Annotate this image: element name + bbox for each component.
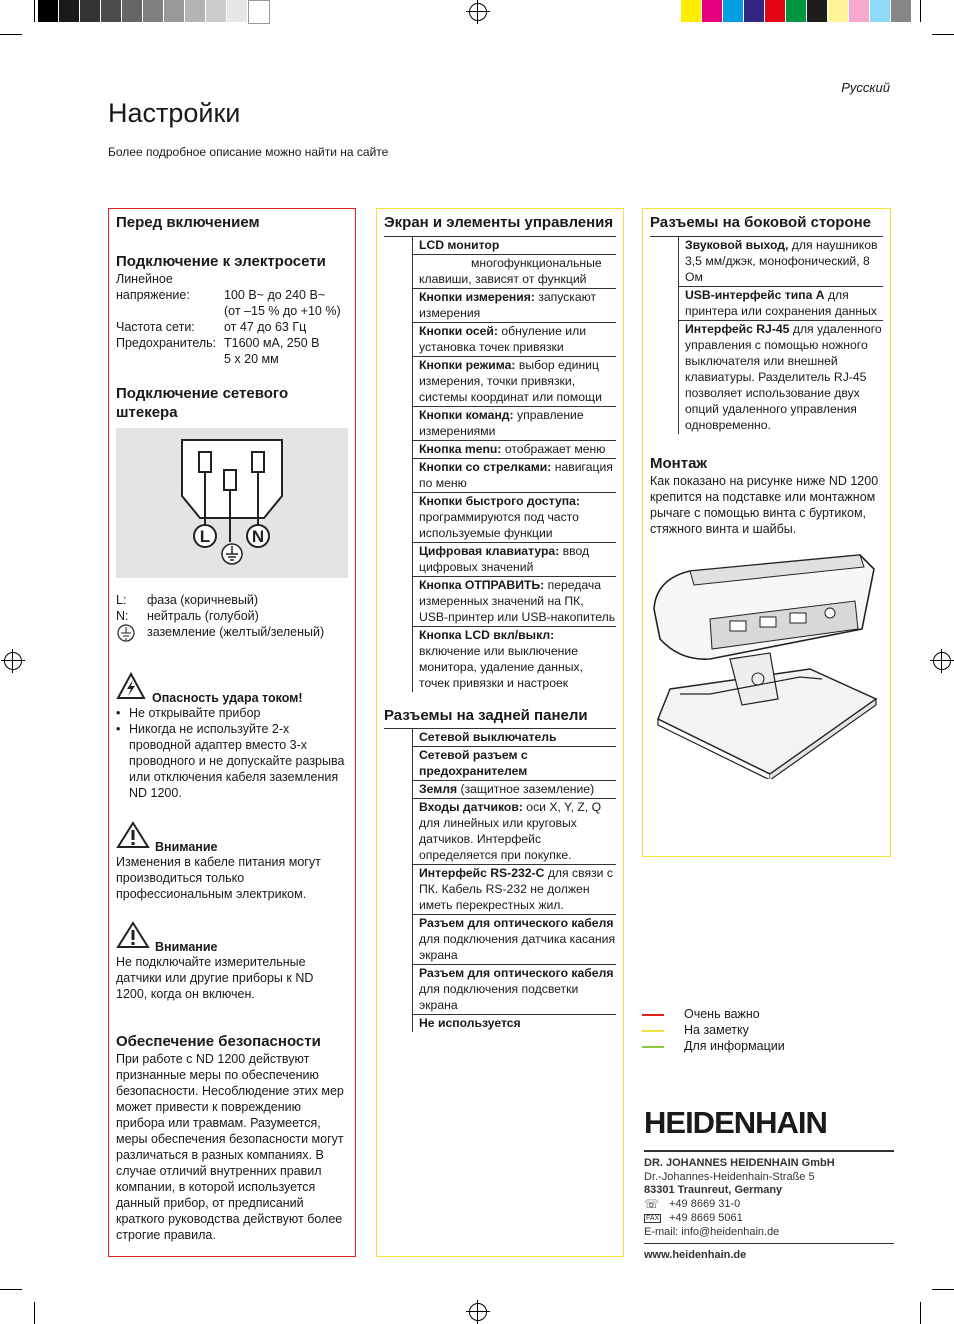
- item-number-cell: [384, 237, 413, 255]
- page-subtitle: Более подробное описание можно найти на сайте: [108, 145, 389, 159]
- lightning-warning-icon: [116, 672, 146, 705]
- gray-swatch: [143, 0, 164, 22]
- item-description: [413, 865, 617, 915]
- exclamation-warning-icon: [116, 821, 150, 854]
- table-row: [384, 627, 616, 693]
- legend-item: [642, 1038, 785, 1054]
- power-spec-row: [116, 303, 348, 319]
- item-text: выбор единиц измерения, точки привязки, системы координат или помощи: [419, 358, 602, 404]
- item-description: [413, 441, 617, 459]
- legend-val-L: фаза (коричневый): [147, 593, 259, 607]
- crop-mark: [920, 0, 921, 22]
- gray-swatch: [248, 0, 270, 24]
- note-box: [376, 208, 624, 1257]
- section-title-rear: Разъемы на задней панели: [384, 707, 588, 724]
- item-label: Кнопки измерения:: [419, 290, 535, 304]
- power-spec-key: Предохранитель:: [116, 336, 217, 350]
- power-spec-row: [116, 287, 348, 303]
- legend-label: На заметку: [684, 1023, 749, 1037]
- shock-list: [116, 705, 348, 801]
- table-row: [384, 441, 616, 459]
- pin-left: [199, 452, 211, 472]
- color-swatch: [828, 0, 849, 22]
- pin-right: [252, 452, 264, 472]
- mount-text: Как показано на рисунке ниже ND 1200 крепится на подставке или монтажном рычаге с помощью винта с буртиком, стяжного винта и шайбы.: [650, 474, 879, 536]
- attention-1-text: Изменения в кабеле питания могут производиться только профессиональным электриком.: [116, 855, 321, 901]
- item-label: LCD монитор: [419, 238, 500, 252]
- bullet-icon: •: [116, 722, 121, 736]
- item-number-cell: [384, 729, 413, 747]
- table-row: [650, 321, 883, 435]
- legend-item: [642, 1006, 785, 1022]
- item-description: [413, 627, 617, 693]
- shock-list-text: Не открывайте прибор: [129, 706, 261, 720]
- page-title: Настройки: [108, 98, 241, 128]
- table-row: [384, 577, 616, 627]
- color-swatch: [891, 0, 912, 22]
- rear-table: [384, 728, 616, 1032]
- mount-illustration: [650, 549, 883, 784]
- item-text: управление измерениями: [419, 408, 584, 438]
- item-text: ввод цифровых значений: [419, 544, 590, 574]
- item-label: Кнопки команд:: [419, 408, 514, 422]
- color-legend: [642, 1006, 785, 1054]
- color-swatch: [807, 0, 828, 22]
- section-title-mount: Монтаж: [650, 455, 708, 472]
- gray-swatch: [101, 0, 122, 22]
- item-label: Земля: [419, 782, 458, 796]
- color-swatch: [765, 0, 786, 22]
- section-title-safety: Обеспечение безопасности: [116, 1033, 321, 1050]
- safety-text: При работе с ND 1200 действуют признанные меры по обеспечению безопасности. Несоблюдение этих мер может привести к повреждению прибора или травмам. Разумеется, меры обеспечения безопасности могут различаться в разных компаниях. В случае отличий внутренних правил компании, в которой используется данный прибор, от предписаний краткого руководства действуют более строгие правила.: [116, 1052, 344, 1242]
- company-city: 83301 Traunreut, Germany: [644, 1184, 783, 1196]
- section-title-side: Разъемы на боковой стороне: [650, 214, 871, 231]
- registration-mark-icon: [933, 652, 951, 670]
- plug-diagram: [116, 428, 348, 578]
- item-description: [413, 493, 617, 543]
- gray-swatch: [122, 0, 143, 22]
- company-street: Dr.-Johannes-Heidenhain-Straße 5: [644, 1170, 815, 1183]
- power-spec-value: T1600 мА, 250 В: [224, 336, 320, 350]
- item-number-cell: [650, 287, 679, 321]
- company-phone[interactable]: +49 8669 31-0: [669, 1197, 741, 1210]
- item-label: Интерфейс RS-232-C: [419, 866, 545, 880]
- item-number-cell: [384, 357, 413, 407]
- registration-mark-icon: [469, 3, 487, 21]
- table-row: [384, 915, 616, 965]
- item-number-cell: [384, 577, 413, 627]
- color-swatch: [702, 0, 723, 22]
- item-number-cell: [384, 915, 413, 965]
- item-label: Кнопка menu:: [419, 442, 502, 456]
- item-number-cell: [384, 441, 413, 459]
- item-number-cell: [384, 323, 413, 357]
- item-description: [413, 323, 617, 357]
- power-spec-row: [116, 271, 348, 287]
- item-number-cell: [384, 627, 413, 693]
- legend-item: [642, 1022, 785, 1038]
- crop-mark: [0, 1289, 22, 1290]
- power-spec-row: [116, 319, 348, 335]
- item-number-cell: [384, 289, 413, 323]
- item-description: [413, 357, 617, 407]
- item-number-cell: [650, 321, 679, 435]
- power-spec-key: [116, 351, 224, 367]
- screen-table: [384, 236, 616, 692]
- item-number-cell: [384, 781, 413, 799]
- item-description: [413, 459, 617, 493]
- table-row: [650, 237, 883, 287]
- plug-label-N: N: [251, 527, 265, 546]
- exclamation-warning-icon: [116, 921, 150, 954]
- legend-val-ground: заземление (желтый/зеленый): [147, 625, 325, 639]
- item-description: [679, 287, 884, 321]
- gray-swatch: [59, 0, 80, 22]
- color-swatch: [786, 0, 807, 22]
- legend-swatch: [642, 1014, 664, 1016]
- item-text: включение или выключение монитора, удаление данных, точек привязки и настроек: [419, 644, 584, 690]
- shock-title: Опасность удара током!: [152, 691, 303, 705]
- power-spec-key: Частота сети:: [116, 320, 195, 334]
- process-color-strip: [681, 0, 912, 22]
- item-description: [413, 1015, 617, 1033]
- table-row: [384, 865, 616, 915]
- item-text: оси X, Y, Z, Q для линейных или круговых датчиков. Интерфейс определяется при покупке.: [419, 800, 602, 862]
- legend-val-N: нейтраль (голубой): [147, 609, 259, 623]
- color-swatch: [744, 0, 765, 22]
- important-box: [108, 208, 356, 1257]
- item-text: (защитное заземление): [457, 782, 595, 796]
- fax-label: FAX: [646, 1215, 660, 1222]
- color-swatch: [723, 0, 744, 22]
- legend-swatch: [642, 1046, 664, 1048]
- color-swatch: [681, 0, 702, 22]
- item-description: [413, 747, 617, 781]
- table-row: [384, 407, 616, 441]
- gray-swatch: [206, 0, 227, 22]
- item-number-cell: [384, 1015, 413, 1033]
- item-text: для наушников 3,5 мм/джэк, монофонический, 8 Ом: [685, 238, 878, 284]
- item-description: [413, 799, 617, 865]
- item-description: [413, 407, 617, 441]
- item-label: Кнопка LCD вкл/выкл:: [419, 628, 555, 642]
- item-text: передача измеренных значений на ПК, USB-принтер или USB-накопитель: [419, 578, 616, 624]
- table-row: [384, 493, 616, 543]
- item-label: Сетевой разъем с предохранителем: [419, 748, 528, 778]
- crop-mark: [932, 1289, 954, 1290]
- table-row: [384, 1015, 616, 1033]
- legend-label: Для информации: [684, 1039, 785, 1053]
- item-description: [413, 543, 617, 577]
- color-swatch: [849, 0, 870, 22]
- item-number-cell: [384, 493, 413, 543]
- bullet-icon: •: [116, 706, 121, 720]
- power-spec-row: [116, 351, 348, 367]
- gray-scale-strip: [38, 0, 270, 22]
- item-number-cell: [384, 865, 413, 915]
- item-text: для связи с ПК. Кабель RS-232 не должен иметь перекрестных жил.: [419, 866, 613, 912]
- power-spec-value: (от –15 % до +10 %): [224, 304, 341, 318]
- item-description: [413, 255, 617, 289]
- item-number-cell: [384, 407, 413, 441]
- crop-mark: [0, 34, 22, 35]
- registration-mark-icon: [4, 652, 22, 670]
- legend-label: Очень важно: [684, 1007, 760, 1021]
- item-text: программируются под часто используемые функции: [419, 510, 579, 540]
- device-on-stand-image: [650, 549, 882, 779]
- item-number-cell: [384, 965, 413, 1015]
- company-email[interactable]: E-mail: info@heidenhain.de: [644, 1225, 780, 1238]
- table-row: [384, 799, 616, 865]
- item-label: Кнопка ОТПРАВИТЬ:: [419, 578, 545, 592]
- item-label: Разъем для оптического кабеля: [419, 966, 614, 980]
- power-spec-value: 100 В~ до 240 В~: [224, 288, 326, 302]
- item-text: для подключения датчика касания экрана: [419, 932, 616, 962]
- item-label: Сетевой выключатель: [419, 730, 557, 744]
- fax-icon: [644, 1211, 669, 1226]
- item-number-cell: [384, 799, 413, 865]
- plug-legend: [116, 592, 348, 646]
- registration-mark-icon: [469, 1303, 487, 1321]
- item-number-cell: [384, 543, 413, 577]
- table-row: [384, 459, 616, 493]
- table-row: [384, 965, 616, 1015]
- side-table: [650, 236, 883, 434]
- power-spec-key: [116, 303, 224, 319]
- company-name: DR. JOHANNES HEIDENHAIN GmbH: [644, 1157, 835, 1169]
- section-title-before: Перед включением: [116, 214, 260, 231]
- table-row: [650, 287, 883, 321]
- item-description: [413, 289, 617, 323]
- shock-list-text: Никогда не используйте 2-х проводной адаптер вместо 3-х проводного и не допускайте разрыва или отключения кабеля заземления ND 1200.: [129, 722, 345, 800]
- item-number-cell: [384, 747, 413, 781]
- legend-key-L: L:: [116, 593, 127, 607]
- item-number-cell: [384, 255, 413, 289]
- crop-mark: [34, 1302, 35, 1324]
- item-text: для принтера или сохранения данных: [685, 288, 877, 318]
- item-label: Кнопки осей:: [419, 324, 498, 338]
- item-description: [413, 577, 617, 627]
- shock-warning: [116, 672, 348, 801]
- legend-key-N: N:: [116, 609, 129, 623]
- heidenhain-logo: HEIDENHAIN: [644, 1105, 827, 1140]
- gray-swatch: [38, 0, 59, 22]
- attention-2-text: Не подключайте измерительные датчики или другие приборы к ND 1200, когда он включен.: [116, 955, 314, 1001]
- attention-2: [116, 921, 348, 1002]
- power-spec-key: Линейное: [116, 272, 173, 286]
- table-row: [384, 357, 616, 407]
- pin-ground: [224, 470, 236, 490]
- item-text: запускают измерения: [419, 290, 597, 320]
- gray-swatch: [80, 0, 101, 22]
- phone-icon: ☏: [644, 1196, 660, 1211]
- power-spec-row: [116, 335, 348, 351]
- ground-icon: [116, 624, 147, 646]
- legend-swatch: [642, 1030, 664, 1032]
- item-description: [413, 965, 617, 1015]
- power-spec-key: напряжение:: [116, 288, 190, 302]
- item-label: Кнопки со стрелками:: [419, 460, 552, 474]
- gray-swatch: [164, 0, 185, 22]
- item-description: [679, 321, 884, 435]
- crop-mark: [920, 1302, 921, 1324]
- item-description: [413, 781, 617, 799]
- item-number-cell: [650, 237, 679, 287]
- item-label: Кнопки режима:: [419, 358, 516, 372]
- item-label: Не используется: [419, 1016, 521, 1030]
- power-spec-value: от 47 до 63 Гц: [224, 320, 307, 334]
- table-row: [384, 781, 616, 799]
- item-text: для подключения подсветки экрана: [419, 982, 579, 1012]
- item-description: [413, 237, 617, 255]
- item-label: USB-интерфейс типа А: [685, 288, 825, 302]
- item-label: Интерфейс RJ-45: [685, 322, 790, 336]
- company-block: [644, 1106, 894, 1263]
- item-text: для удаленного управления с помощью ножного выключателя или внешней клавиатуры. Разделитель RJ-45 позволяет использование двух опций удаленного управления одновременно.: [685, 322, 882, 432]
- item-number-cell: [384, 459, 413, 493]
- item-text: обнуление или установка точек привязки: [419, 324, 587, 354]
- item-label: Кнопки быстрого доступа:: [419, 494, 580, 508]
- crop-mark: [932, 34, 954, 35]
- attention-1: [116, 821, 348, 902]
- item-text: навигация по меню: [419, 460, 613, 490]
- language-label: Русский: [841, 80, 890, 95]
- shock-list-item: [116, 721, 348, 801]
- table-row: [384, 729, 616, 747]
- side-connectors-box: [642, 208, 891, 857]
- table-row: [384, 237, 616, 255]
- company-website[interactable]: www.heidenhain.de: [644, 1243, 894, 1263]
- table-row: [384, 543, 616, 577]
- item-label: Цифровая клавиатура:: [419, 544, 560, 558]
- plug-label-L: L: [199, 527, 211, 546]
- attention-2-title: Внимание: [155, 940, 218, 954]
- item-label: Входы датчиков:: [419, 800, 523, 814]
- item-description: [413, 729, 617, 747]
- gray-swatch: [185, 0, 206, 22]
- color-swatch: [870, 0, 891, 22]
- company-fax: +49 8669 5061: [669, 1211, 743, 1224]
- item-description: [679, 237, 884, 287]
- power-spec-value: 5 x 20 мм: [224, 352, 279, 366]
- item-label: Разъем для оптического кабеля: [419, 916, 614, 930]
- item-description: [413, 915, 617, 965]
- shock-list-item: [116, 705, 348, 721]
- item-text: многофункциональные клавиши, зависят от функций: [419, 256, 602, 286]
- section-title-power: Подключение к электросети: [116, 253, 326, 270]
- gray-swatch: [227, 0, 248, 22]
- section-title-screen: Экран и элементы управления: [384, 214, 614, 231]
- plug-svg: [116, 428, 348, 578]
- table-row: [384, 289, 616, 323]
- crop-mark: [34, 0, 35, 22]
- section-title-plug: Подключение сетевого штекера: [116, 385, 289, 421]
- power-spec-list: [116, 271, 348, 367]
- table-row: [384, 255, 616, 289]
- attention-1-title: Внимание: [155, 840, 218, 854]
- item-label: Звуковой выход,: [685, 238, 789, 252]
- table-row: [384, 323, 616, 357]
- table-row: [384, 747, 616, 781]
- item-text: отображает меню: [501, 442, 606, 456]
